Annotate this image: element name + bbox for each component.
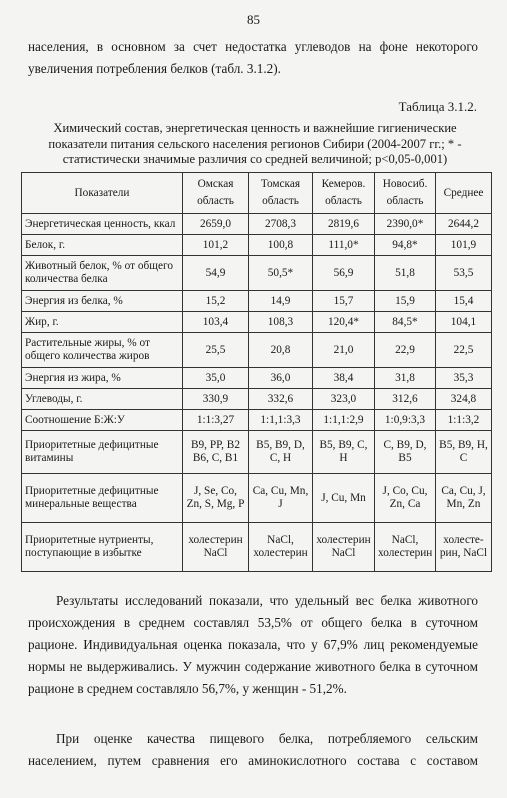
table-cell: 1:1:3,27 — [183, 410, 249, 431]
nutrition-table — [21, 172, 492, 572]
table-cell: 111,0* — [313, 235, 375, 256]
text-line: При оценке качества пищевого белка, потребляемого сельским — [56, 731, 478, 746]
table-cell: 36,0 — [249, 368, 313, 389]
table-cell: 1:0,9:3,3 — [375, 410, 436, 431]
table-cell: 50,5* — [249, 256, 313, 291]
table-cell: B5, B9, C, H — [313, 431, 375, 474]
column-header: Среднее — [436, 173, 492, 214]
table-cell: NaCl, холестерин — [375, 523, 436, 572]
row-label: Приоритетные дефицитные витамины — [22, 431, 183, 474]
table-cell: B5, B9, D, C, H — [249, 431, 313, 474]
table-cell: 101,2 — [183, 235, 249, 256]
text-line: Результаты исследований показали, что удельный вес белка животного — [56, 593, 478, 608]
table-cell: J, Cu, Mn — [313, 474, 375, 523]
row-label: Жир, г. — [22, 312, 183, 333]
table-cell: 2819,6 — [313, 214, 375, 235]
table-cell: 2644,2 — [436, 214, 492, 235]
row-label: Энергия из жира, % — [22, 368, 183, 389]
table-cell: J, Se, Co, Zn, S, Mg, P — [183, 474, 249, 523]
table-cell: 14,9 — [249, 291, 313, 312]
table-row — [22, 312, 492, 333]
table-cell: 53,5 — [436, 256, 492, 291]
row-label: Энергия из белка, % — [22, 291, 183, 312]
column-header: Томская область — [249, 173, 313, 214]
text-line: нормы не выдерживались. У мужчин содержание животного белка в суточном — [28, 659, 478, 674]
table-cell: 35,3 — [436, 368, 492, 389]
table-cell: 84,5* — [375, 312, 436, 333]
table-cell: холестерин NaCl — [313, 523, 375, 572]
table-cell: 51,8 — [375, 256, 436, 291]
table-row — [22, 333, 492, 368]
table-row — [22, 389, 492, 410]
table-cell: 38,4 — [313, 368, 375, 389]
table-cell: 22,9 — [375, 333, 436, 368]
row-label: Приоритетные дефицитные минеральные вещества — [22, 474, 183, 523]
text-line: происхождения в среднем составлял 53,5% от общего белка в суточном — [28, 615, 478, 630]
table-cell: 15,9 — [375, 291, 436, 312]
table-cell: NaCl, холестерин — [249, 523, 313, 572]
column-header: Показатели — [22, 173, 183, 214]
table-cell: Ca, Cu, J, Mn, Zn — [436, 474, 492, 523]
protein-quality-paragraph — [28, 728, 478, 772]
table-cell: 94,8* — [375, 235, 436, 256]
intro-paragraph — [28, 36, 478, 80]
row-label: Животный белок, % от общего количества белка — [22, 256, 183, 291]
table-cell: 54,9 — [183, 256, 249, 291]
table-cell: 15,7 — [313, 291, 375, 312]
text-line: рационе в среднем составляло 56,7%, у женщин - 51,2%. — [28, 681, 347, 696]
table-cell: 1:1:3,2 — [436, 410, 492, 431]
row-label: Углеводы, г. — [22, 389, 183, 410]
table-cell: 2659,0 — [183, 214, 249, 235]
table-cell: 15,2 — [183, 291, 249, 312]
table-row — [22, 431, 492, 474]
table-cell: C, B9, D, B5 — [375, 431, 436, 474]
table-cell: 1:1,1:3,3 — [249, 410, 313, 431]
text-line: увеличения потребления белков (табл. 3.1.2). — [28, 61, 281, 76]
table-cell: Ca, Cu, Mn, J — [249, 474, 313, 523]
table-cell: 101,9 — [436, 235, 492, 256]
page-number: 85 — [247, 12, 260, 27]
table-number: Таблица 3.1.2. — [398, 99, 477, 114]
results-paragraph — [28, 590, 478, 700]
table-cell: J, Co, Cu, Zn, Ca — [375, 474, 436, 523]
table-cell: холестерин NaCl — [183, 523, 249, 572]
row-label: Растительные жиры, % от общего количества жиров — [22, 333, 183, 368]
row-label: Белок, г. — [22, 235, 183, 256]
table-cell: 100,8 — [249, 235, 313, 256]
row-label: Энергетическая ценность, ккал — [22, 214, 183, 235]
table-row — [22, 523, 492, 572]
row-label: Приоритетные нутриенты, поступающие в избытке — [22, 523, 183, 572]
table-cell: 35,0 — [183, 368, 249, 389]
table-cell: 324,8 — [436, 389, 492, 410]
text-line: рационе. Индивидуальная оценка показала, что у 67,9% лиц рекомендуемые — [28, 637, 478, 652]
column-header: Новосиб. область — [375, 173, 436, 214]
table-cell: 31,8 — [375, 368, 436, 389]
caption-line: Химический состав, энергетическая ценность и важнейшие гигиенические — [53, 121, 457, 135]
table-cell: 2708,3 — [249, 214, 313, 235]
caption-line: статистически значимые различия со средней величиной; p<0,05-0,001) — [62, 152, 448, 166]
table-cell: 103,4 — [183, 312, 249, 333]
column-header: Кемеров. область — [313, 173, 375, 214]
caption-line: показатели питания сельского населения регионов Сибири (2004-2007 гг.; * - — [48, 136, 462, 151]
table-caption — [20, 121, 490, 168]
table-cell: 108,3 — [249, 312, 313, 333]
table-cell: 21,0 — [313, 333, 375, 368]
table-row — [22, 410, 492, 431]
table-cell: 25,5 — [183, 333, 249, 368]
table-cell: 2390,0* — [375, 214, 436, 235]
text-line: населения, в основном за счет недостатка углеводов на фоне некоторого — [28, 39, 478, 54]
table-header-row — [22, 173, 492, 214]
table-cell: 323,0 — [313, 389, 375, 410]
row-label: Соотношение Б:Ж:У — [22, 410, 183, 431]
table-cell: B5, B9, H, C — [436, 431, 492, 474]
table-cell: B9, PP, B2 B6, C, B1 — [183, 431, 249, 474]
table-cell: 332,6 — [249, 389, 313, 410]
table-cell: 15,4 — [436, 291, 492, 312]
table-row — [22, 368, 492, 389]
table-cell: 104,1 — [436, 312, 492, 333]
table-row — [22, 235, 492, 256]
table-cell: 120,4* — [313, 312, 375, 333]
table-cell: 330,9 — [183, 389, 249, 410]
table-cell: 56,9 — [313, 256, 375, 291]
table-row — [22, 291, 492, 312]
table-cell: 1:1,1:2,9 — [313, 410, 375, 431]
table-cell: 20,8 — [249, 333, 313, 368]
column-header: Омская область — [183, 173, 249, 214]
table-row — [22, 474, 492, 523]
table-row — [22, 214, 492, 235]
table-cell: 22,5 — [436, 333, 492, 368]
text-line: населением, путем сравнения его аминокислотного состава с составом — [28, 753, 478, 768]
table-row — [22, 256, 492, 291]
table-cell: 312,6 — [375, 389, 436, 410]
table-cell: холесте-рин, NaCl — [436, 523, 492, 572]
